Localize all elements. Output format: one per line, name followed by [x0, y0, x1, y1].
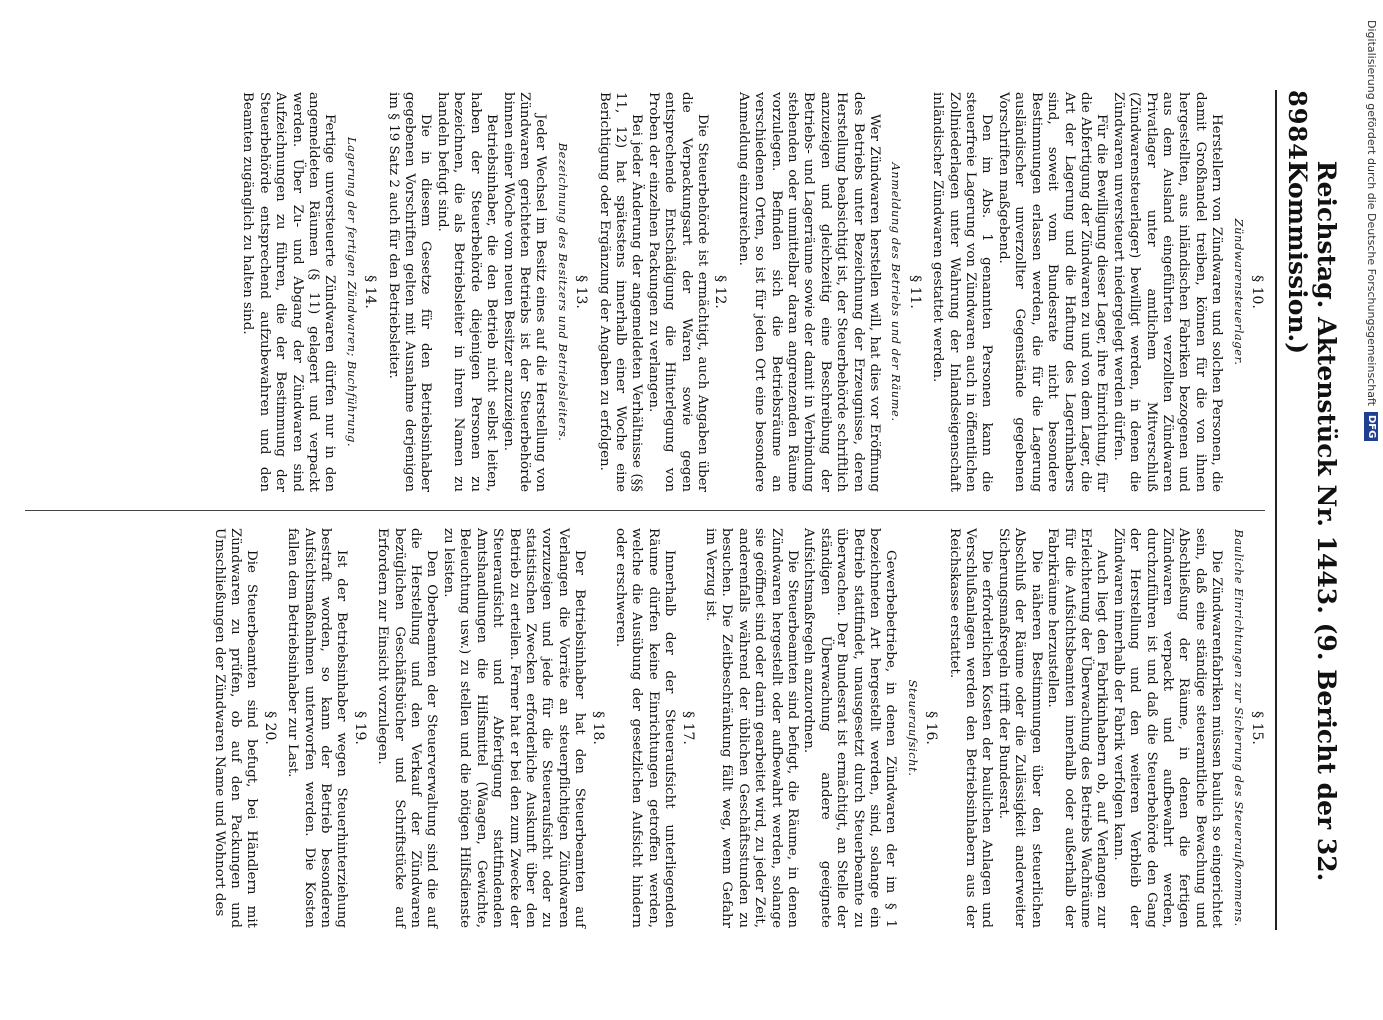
section-number: § 20. — [261, 711, 278, 745]
section-number: § 15. — [1249, 711, 1265, 745]
section-number: § 19. — [351, 711, 368, 745]
paragraph: Für die Bewilligung dieser Lager, ihre Einrichtung, für die Abfertigung der Zündwaren zu und von dem Lager, die Art der Lagerung und die Haftung des Lagerinhabers sind, soweit vom Bundesrate nicht besondere Bestimmungen erlassen werden, die für die Lagerung ausländischer unverzollter Gegenstände gegebenen Vorschriften maßgebend. — [995, 92, 1110, 492]
section-number: § 11. — [906, 275, 923, 309]
page-header — [1283, 90, 1341, 930]
paragraph: Der Betriebsinhaber hat den Steuerbeamten auf Verlangen die Vorräte an steuerpflichtigen Zündwaren vorzuzeigen und jede für die Steueraufsicht oder zu statistischen Zwecken erforderliche Auskunft über den Betrieb zu erteilen. Ferner hat er bei den zum Zwecke der Steueraufsicht und Abfertigung stattfindenden Amtshandlungen die Hilfsmittel (Waagen, Gewichte, Beleuchtung usw.) zu stellen und die nötigen Hilfsdienste zu leisten. — [440, 528, 588, 928]
paragraph: Betriebsinhaber, die den Betrieb nicht selbst leiten, haben der Steuerbehörde diejenigen Personen zu bezeichnen, die als Betriebsleiter in ihrem Namen zu handeln befugt sind. — [434, 92, 500, 492]
section-number: § 16. — [923, 711, 940, 745]
paragraph: Wer Zündwaren herstellen will, hat dies vor Eröffnung des Betriebs unter Bezeichnung der Erzeugnisse, deren Herstellung beabsichtigt ist, der Steuerbehörde schriftlich anzuzeigen und gleichzeitig eine Beschreibung der Betriebs- und Lagerräume sowie der damit in Verbindung stehenden oder unmittelbar daran angrenzenden Räume vorzulegen. Befinden sich die Betriebsräume an verschiedenen Orten, so ist für jeden Ort eine besondere Anmeldung einzureichen. — [735, 92, 883, 492]
paragraph: Den im Abs. 1 genannten Personen kann die steuerfreie Lagerung von Zündwaren auch in öffentlichen Zollniederlagen unter Wahrung der Inlandseigenschaft inländischer Zündwaren gestattet werden. — [930, 92, 995, 492]
section-number: § 17. — [679, 711, 696, 745]
paragraph: Die Steuerbehörde ist ermächtigt, auch Angaben über die Verpackungsart der Waren sowie gegen entsprechende Entschädigung die Hinterlegung von Proben der einzelnen Packungen zu verlangen. — [645, 92, 710, 492]
section-title: Steueraufsicht. — [905, 679, 920, 777]
paragraph: Den Oberbeamten der Steuerverwaltung sind die auf die Herstellung und den Verkauf der Zündwaren bezüglichen Geschäftsbücher und Schriftstücke auf Erfordern zur Einsicht vorzulegen. — [375, 528, 440, 928]
paragraph: Herstellern von Zündwaren und solchen Personen, die damit Großhandel treiben, können für die von ihnen hergestellten, aus inländischen Fabriken bezogenen und aus dem Ausland eingeführten verzollten Zündwaren Privatlager unter amtlichem Mitverschluß (Zündwarensteuerlager) bewilligt werden, in denen die Zündwaren unversteuert niedergelegt werden dürfen. — [1110, 92, 1225, 492]
paragraph: Ist der Betriebsinhaber wegen Steuerhinterziehung bestraft worden, so kann der Betrieb besonderen Aufsichtsmaßnahmen unterworfen werden. Die Kosten fallen dem Betriebsinhaber zur Last. — [285, 528, 350, 928]
section-title: Bezeichnung des Besitzers und Betriebsleiters. — [555, 142, 570, 442]
left-column — [239, 92, 1271, 492]
section-number: § 14. — [362, 275, 379, 309]
footer-text: Digitalisierung gefördert durch die Deutsche Forschungsgemeinschaft — [1365, 20, 1378, 406]
section-number: § 18. — [589, 711, 606, 745]
section-number: § 12. — [712, 275, 729, 309]
section-number: § 10. — [1249, 275, 1265, 309]
paragraph: Die erforderlichen Kosten der baulichen Anlagen und Verschlußanlagen werden den Betriebsinhabern aus der Reichskasse erstattet. — [946, 528, 995, 928]
section-title: Anmeldung des Betriebs und der Räume. — [889, 162, 904, 422]
right-column — [210, 528, 1271, 928]
section-title: Zündwarensteuerlager. — [1231, 218, 1246, 366]
paragraph: Die Steuerbeamten sind befugt, die Räume, in denen Zündwaren hergestellt oder aufbewahrt werden, solange sie geöffnet sind oder darin gearbeitet wird, zu jeder Zeit, anderenfalls während der üblichen Geschäftsstunden zu besuchen. Die Zeitbeschränkung fällt weg, wenn Gefahr im Verzug ist. — [703, 528, 801, 928]
paragraph: Fertige unversteuerte Zündwaren dürfen nur in den angemeldeten Räumen (§ 11) gelagert und verpackt werden. Über Zu- und Abgang der Zündwaren sind Aufzeichnungen zu führen, die der Bestimmung der Steuerbehörde entsprechend aufzubewahren und den Beamten zugänglich zu halten sind. — [240, 92, 338, 492]
paragraph: Die Steuerbeamten sind befugt, bei Händlern mit Zündwaren zu prüfen, ob auf den Packungen und Umschließungen der Zündwaren Name und Wohnort des — [211, 528, 260, 928]
paragraph: Gewerbebetriebe, in denen Zündwaren der im § 1 bezeichneten Art hergestellt werden, sind, solange ein Betrieb stattfindet, unausgesetzt durch Steuerbeamte zu überwachen. Der Bundesrat ist ermächtigt, an Stelle der ständigen Überwachung andere geeignete Aufsichtsmaßregeln anzuordnen. — [801, 528, 899, 928]
column-divider — [25, 510, 1265, 511]
digitization-footer — [1361, 0, 1381, 1000]
section-number: § 13. — [573, 275, 590, 309]
page-number: 8984 — [1283, 90, 1312, 161]
paragraph: Auch liegt den Fabrikinhabern ob, auf Verlangen zur Erleichterung der Überwachung des Betriebs Wachräume für die Aufsichtsbeamten innerhalb oder außerhalb der Fabrikräume herzustellen. — [1045, 528, 1110, 928]
paragraph: Die in diesem Gesetze für den Betriebsinhaber gegebenen Vorschriften gelten mit Ausnahme derjenigen im § 19 Satz 2 auch für den Betriebsleiter. — [385, 92, 434, 492]
paragraph: Bei jeder Änderung der angemeldeten Verhältnisse (§§ 11, 12) hat spätestens innerhalb einer Woche eine Berichtigung oder Ergänzung der Angaben zu erfolgen. — [596, 92, 645, 492]
paragraph: Jeder Wechsel im Besitz eines auf die Herstellung von Zündwaren gerichteten Betriebs ist der Steuerbehörde binnen einer Woche vom neuen Besitzer anzuzeigen. — [500, 92, 549, 492]
dfg-logo: DFG — [1364, 412, 1378, 441]
section-title: Bauliche Einrichtungen zur Sicherung des Steueraufkommens. — [1231, 529, 1246, 927]
paragraph: Innerhalb der der Steueraufsicht unterliegenden Räume dürfen keine Einrichtungen getroffen werden, welche die Ausübung der gesetzlichen Aufsicht hindern oder erschweren. — [612, 528, 678, 928]
paragraph: Die Zündwarenfabriken müssen baulich so eingerichtet sein, daß eine ständige steueramtliche Bewachung und Abschließung der Räume, in denen die fertigen Zündwaren verpackt und aufbewahrt werden, durchzuführen ist und daß die Steuerbehörde den Gang der Herstellung und den weiteren Verbleib der Zündwaren innerhalb der Fabrik verfolgen kann. — [1110, 528, 1225, 928]
header-rule — [1275, 90, 1277, 930]
section-title: Lagerung der fertigen Zündwaren; Buchführung. — [344, 136, 359, 448]
header-title: Reichstag. Aktenstück Nr. 1443. (9. Bericht der 32. Kommission.) — [1283, 160, 1341, 882]
paragraph: Die näheren Bestimmungen über den steuerlichen Abschluß der Räume oder die Zulässigkeit anderweiter Sicherungsmaßregeln trifft der Bundesrat. — [995, 528, 1044, 928]
